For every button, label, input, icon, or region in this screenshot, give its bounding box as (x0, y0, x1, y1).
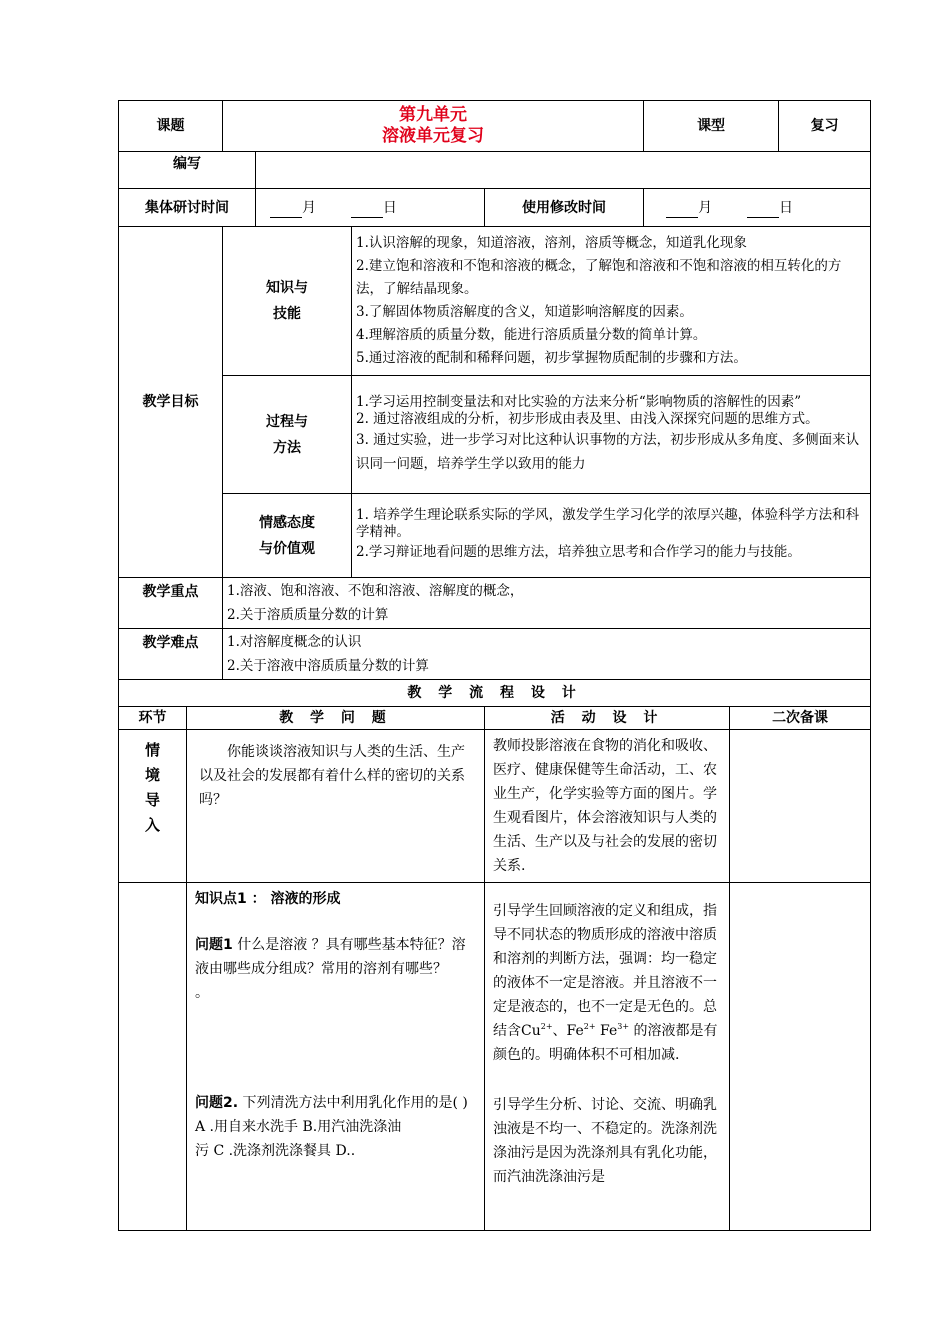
stage-blank (119, 883, 187, 1231)
key-points-items: 1.溶液、饱和溶液、不饱和溶液、溶解度的概念， 2.关于溶质质量分数的计算 (223, 578, 871, 629)
notes-intro[interactable] (730, 730, 871, 883)
col-question: 教 学 问 题 (187, 707, 485, 730)
topic-line1: 第九单元 (399, 105, 468, 125)
revise-time-label: 使用修改时间 (485, 189, 644, 227)
activity-kp1: 引导学生回顾溶液的定义和组成，指导不同状态的物质形成的溶液中溶质和溶剂的判断方法，强调：均一稳定的液体不一定是溶液。并且溶液不一定是液态的，也不一定是无色的。总结含$Cu^{2+}$、$Fe^{2+}$ $Fe^{3+}$ 的溶液都是有颜色的。明确体积不可相加减. 引导学生分析、讨论、交流、明确乳浊液是不均一、不稳定的。洗涤剂洗涤油污是因为洗涤剂具有乳化功能，而汽油洗涤油污是 (485, 883, 730, 1231)
flow-title: 教 学 流 程 设 计 (119, 680, 871, 707)
process-items: 1.学习运用控制变量法和对比实验的方法来分析“影响物质的溶解性的因素” 2. 通过溶液组成的分析，初步形成由表及里、由浅入深探究问题的思维方式。 3. 通过实验，进一步学习对比这种认识事物的方法，初步形成从多角度、多侧面来认识同一问题，培养学生学以致用的能力 (352, 376, 871, 494)
goals-label: 教学目标 (119, 227, 223, 578)
question-kp1: 知识点1 ： 溶液的形成 问题1 什么是溶液 ？具有哪些基本特征？溶液由哪些成分组成？常用的溶剂有哪些？ 。 问题2. 下列清洗方法中利用乳化作用的是( ) A .用自来水洗手 B.用汽油洗涤油 污 C .洗涤剂洗涤餐具 D.. (187, 883, 485, 1231)
author-value (256, 152, 871, 189)
topic-value (223, 101, 644, 152)
difficulties-label: 教学难点 (119, 629, 223, 680)
author-label: 编写 (119, 152, 256, 189)
type-value: 复习 (779, 101, 871, 152)
notes-kp1[interactable] (730, 883, 871, 1231)
key-points-label: 教学重点 (119, 578, 223, 629)
topic-line2: 溶液单元复习 (382, 126, 485, 146)
type-label: 课型 (644, 101, 779, 152)
col-notes: 二次备课 (730, 707, 871, 730)
process-label: 过程与 方法 (223, 376, 352, 494)
knowledge-items: 1.认识溶解的现象，知道溶液，溶剂，溶质等概念，知道乳化现象 2.建立饱和溶液和不饱和溶液的概念，了解饱和溶液和不饱和溶液的相互转化的方法，了解结晶现象。 3.了解固体物质溶解度的含义，知道影响溶解度的因素。 4.理解溶质的质量分数，能进行溶质质量分数的简单计算。 5.通过溶液的配制和稀释问题，初步掌握物质配制的步骤和方法。 (352, 227, 871, 376)
attitude-label: 情感态度 与价值观 (223, 494, 352, 578)
lesson-plan-table (118, 100, 871, 1231)
topic-label: 课题 (119, 101, 223, 152)
col-stage: 环节 (119, 707, 187, 730)
activity-intro: 教师投影溶液在食物的消化和吸收、医疗、健康保健等生命活动，工、农业生产，化学实验等方面的图片。学生观看图片，体会溶液知识与人类的生活、生产以及与社会的发展的密切关系. (485, 730, 730, 883)
discuss-time-value: 月 日 (256, 189, 485, 227)
col-activity: 活 动 设 计 (485, 707, 730, 730)
discuss-time-label: 集体研讨时间 (119, 189, 256, 227)
attitude-items: 1. 培养学生理论联系实际的学风，激发学生学习化学的浓厚兴趣，体验科学方法和科学精神。 2.学习辩证地看问题的思维方法，培养独立思考和合作学习的能力与技能。 (352, 494, 871, 578)
question-intro: 你能谈谈溶液知识与人类的生活、生产以及社会的发展都有着什么样的密切的关系吗？ (187, 730, 485, 883)
revise-time-value: 月 日 (644, 189, 871, 227)
stage-intro: 情 境 导 入 (119, 730, 187, 883)
knowledge-label: 知识与 技能 (223, 227, 352, 376)
difficulties-items: 1.对溶解度概念的认识 2.关于溶液中溶质质量分数的计算 (223, 629, 871, 680)
